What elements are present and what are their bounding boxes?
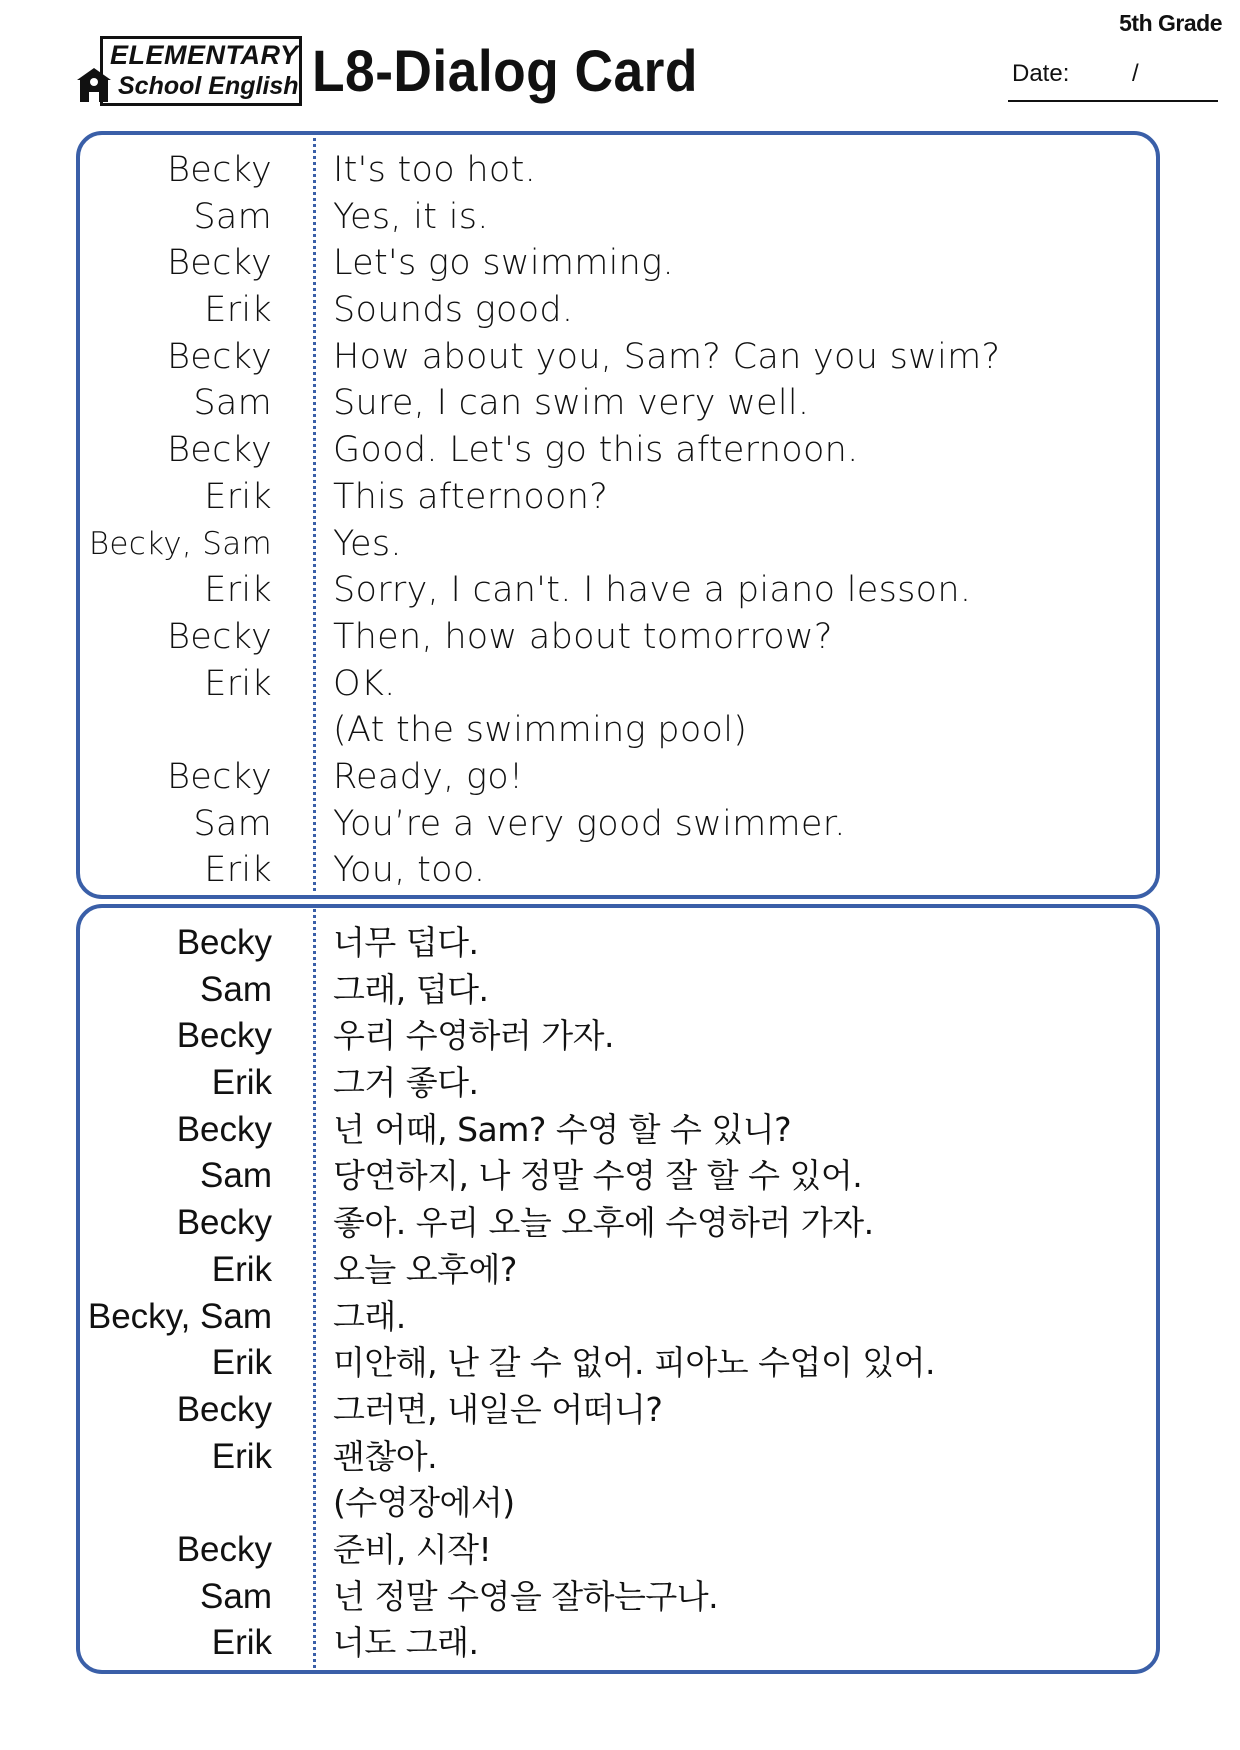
dialog-text: Good. Let's go this afternoon.: [333, 430, 859, 471]
dialog-line: [80, 1620, 1156, 1667]
speaker-name: Sam: [193, 196, 272, 237]
speaker-name: Becky: [167, 150, 272, 190]
logo-elementary-text: ELEMENTARY: [110, 40, 299, 70]
speaker-name: Sam: [200, 1156, 272, 1196]
dialog-line: [80, 707, 1156, 754]
dialog-text: 준비, 시작!: [333, 1529, 492, 1569]
dialog-text: This afternoon?: [333, 476, 609, 517]
speaker-name: Becky: [176, 1389, 272, 1429]
dialog-text: You’re a very good swimmer.: [333, 803, 846, 844]
speaker-name: Erik: [204, 570, 272, 611]
dialog-line: [80, 1480, 1156, 1527]
speaker-name: Becky: [167, 430, 272, 471]
speaker-name: Erik: [211, 1249, 272, 1289]
date-label: Date:: [1012, 60, 1070, 87]
speaker-name: Erik: [211, 1343, 272, 1383]
dialog-text: Sure, I can swim very well.: [333, 383, 810, 424]
dialog-line: [80, 754, 1156, 801]
dialog-line: [80, 1574, 1156, 1621]
dialog-line: [80, 1153, 1156, 1200]
speaker-name: Erik: [204, 663, 272, 704]
dialog-text: It's too hot.: [333, 150, 537, 190]
english-dialog-lines: [80, 147, 1156, 894]
dialog-text: How about you, Sam? Can you swim?: [333, 336, 1001, 377]
dialog-line: [80, 380, 1156, 427]
speaker-name: Becky: [167, 336, 272, 377]
logo-school-english-text: School English: [118, 72, 299, 100]
speaker-name: Erik: [211, 1623, 272, 1663]
dialog-line: [80, 1527, 1156, 1574]
page-title: L8-Dialog Card: [312, 39, 698, 104]
dialog-line: [80, 1387, 1156, 1434]
speaker-name: Becky: [176, 1203, 272, 1243]
dialog-text: You, too.: [333, 850, 486, 891]
dialog-text: (수영장에서): [333, 1483, 515, 1523]
dialog-text: Then, how about tomorrow?: [333, 616, 833, 657]
dialog-text: 미안해, 난 갈 수 없어. 피아노 수업이 있어.: [333, 1343, 935, 1383]
dialog-line: [80, 147, 1156, 194]
speaker-name: Erik: [211, 1063, 272, 1103]
dialog-line: [80, 1247, 1156, 1294]
speaker-name: Becky, Sam: [87, 1296, 272, 1336]
dialog-text: Let's go swimming.: [333, 243, 674, 284]
dialog-line: [80, 801, 1156, 848]
dialog-line: [80, 287, 1156, 334]
dialog-text: Sorry, I can't. I have a piano lesson.: [333, 570, 972, 611]
speaker-name: Erik: [204, 850, 272, 891]
dialog-text: 너무 덥다.: [333, 923, 479, 962]
dialog-text: 좋아. 우리 오늘 오후에 수영하러 가자.: [333, 1203, 874, 1243]
dialog-line: [80, 567, 1156, 614]
dialog-text: 오늘 오후에?: [333, 1249, 517, 1289]
dialog-line: [80, 920, 1156, 967]
speaker-name: Erik: [211, 1436, 272, 1476]
speaker-name: Becky: [167, 616, 272, 657]
speaker-name: Becky: [167, 243, 272, 284]
dialog-text: 우리 수영하러 가자.: [333, 1016, 614, 1056]
dialog-line: [80, 194, 1156, 241]
dialog-text: 괜찮아.: [333, 1436, 438, 1476]
dialog-text: 넌 어때, Sam? 수영 할 수 있니?: [333, 1109, 792, 1149]
dialog-line: [80, 1294, 1156, 1341]
english-dialog-card: [76, 131, 1160, 899]
speaker-name: Becky: [176, 1529, 272, 1569]
speaker-name: Sam: [193, 383, 272, 424]
speaker-name: Becky: [176, 1016, 272, 1056]
dialog-text: 넌 정말 수영을 잘하는구나.: [333, 1576, 719, 1616]
dialog-line: [80, 1107, 1156, 1154]
dialog-text: 그러면, 내일은 어떠니?: [333, 1389, 663, 1429]
elementary-school-english-logo: [74, 34, 306, 110]
speaker-name: Sam: [193, 803, 272, 844]
dialog-text: 그래.: [333, 1296, 406, 1336]
dialog-line: [80, 967, 1156, 1014]
dialog-text: 너도 그래.: [333, 1623, 479, 1663]
dialog-line: [80, 1340, 1156, 1387]
dialog-line: [80, 1200, 1156, 1247]
dialog-line: [80, 521, 1156, 568]
speaker-name: Sam: [200, 1576, 272, 1616]
dialog-line: [80, 661, 1156, 708]
grade-label: 5th Grade: [1119, 10, 1222, 36]
dialog-text: 그거 좋다.: [333, 1063, 479, 1103]
dialog-text: Yes.: [333, 523, 402, 564]
speaker-name: Erik: [204, 290, 272, 331]
date-field[interactable]: [1008, 58, 1218, 102]
speaker-name: Sam: [200, 969, 272, 1009]
dialog-line: [80, 240, 1156, 287]
speaker-name: Erik: [204, 476, 272, 517]
dialog-text: 그래, 덥다.: [333, 969, 489, 1009]
dialog-text: 당연하지, 나 정말 수영 잘 할 수 있어.: [333, 1156, 863, 1196]
dialog-line: [80, 847, 1156, 894]
dialog-line: [80, 334, 1156, 381]
dialog-line: [80, 474, 1156, 521]
dialog-line: [80, 1060, 1156, 1107]
speaker-name: Becky: [176, 1109, 272, 1149]
speaker-name: Becky, Sam: [88, 525, 272, 562]
dialog-text: (At the swimming pool): [333, 710, 748, 751]
dialog-line: [80, 1013, 1156, 1060]
korean-dialog-card: [76, 904, 1160, 1674]
speaker-name: Becky: [167, 756, 272, 797]
dialog-line: [80, 427, 1156, 474]
dialog-text: Sounds good.: [333, 290, 574, 331]
speaker-name: Becky: [176, 923, 272, 962]
dialog-line: [80, 614, 1156, 661]
dialog-text: Ready, go!: [333, 756, 524, 797]
dialog-line: [80, 1434, 1156, 1481]
dialog-text: Yes, it is.: [333, 196, 489, 237]
korean-dialog-lines: [80, 920, 1156, 1667]
dialog-text: OK.: [333, 663, 396, 704]
date-separator: /: [1132, 60, 1139, 87]
